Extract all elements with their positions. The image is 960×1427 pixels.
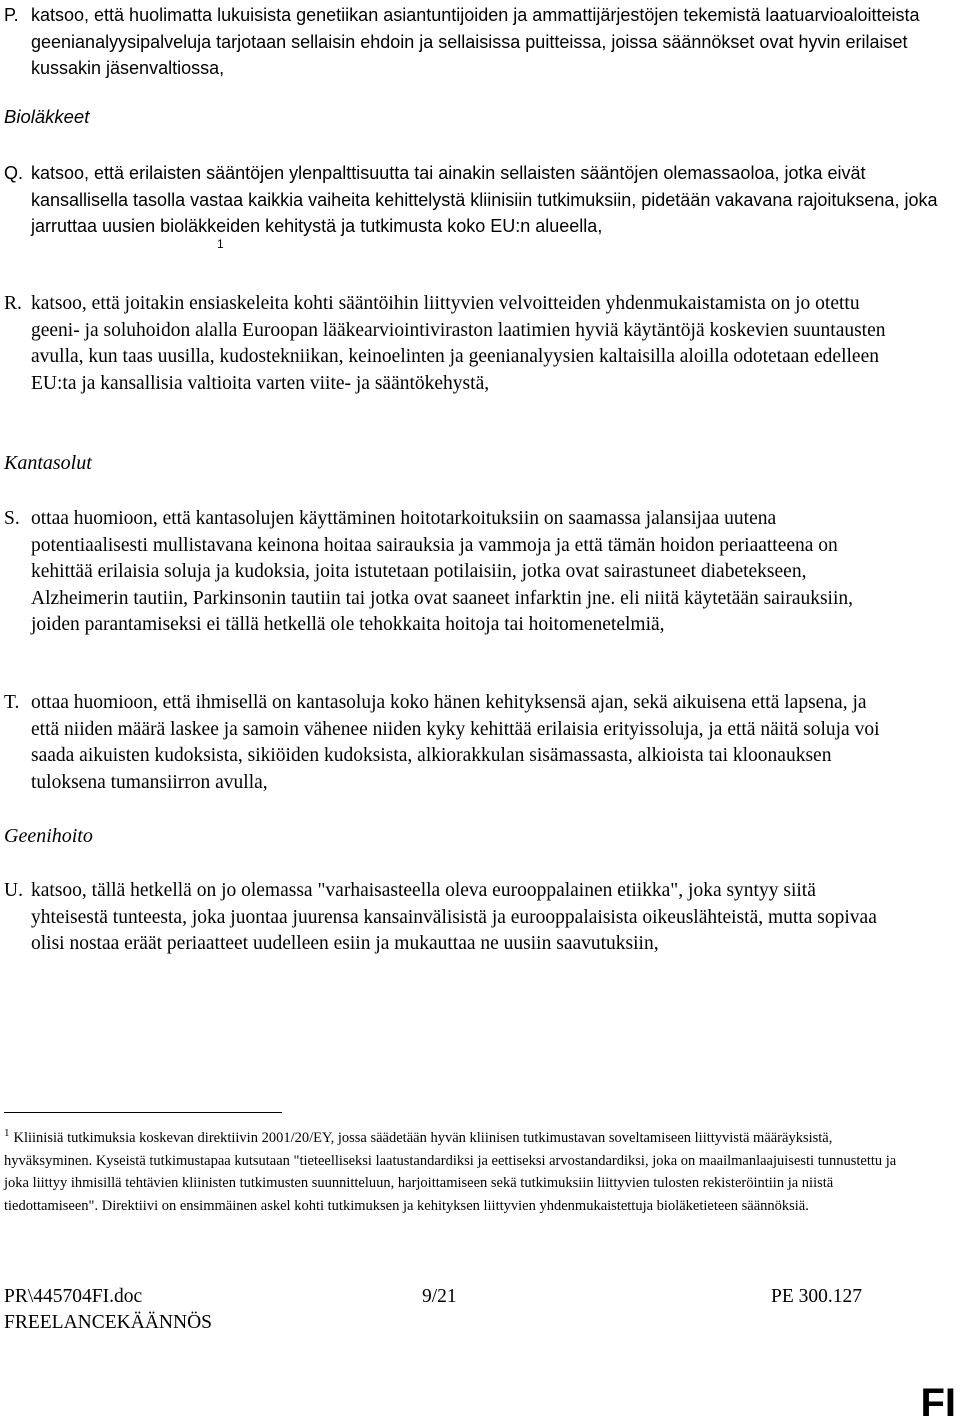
recital-text: katsoo, että huolimatta lukuisista genetiikan asiantuntijoiden ja ammattijärjestöjen tekemistä laatuarvioaloitteista geenianalyysipalveluja tarjotaan sellaisin ehdoin ja sellaisissa puitteissa, joissa säännökset ovat hyvin erilaiset kussakin jäsenvaltiossa, — [31, 5, 920, 78]
recital-p — [0, 2, 960, 82]
recital-letter: T. — [4, 692, 20, 713]
recital-text: katsoo, tällä hetkellä on jo olemassa "varhaisasteella oleva eurooppalainen etiikka", joka syntyy siitä yhteisestä tunteesta, joka juontaa juurensa kansainvälisistä ja eurooppalaisista oikeuslähteistä, mutta sopivaa olisi nostaa eräät periaatteet uudelleen esiin ja mukauttaa ne uusiin saavutuksiin, — [31, 880, 877, 954]
recital-letter: U. — [4, 880, 23, 901]
recital-text: katsoo, että joitakin ensiaskeleita kohti sääntöihin liittyvien velvoitteiden yhdenmukaistamista on jo otettu geeni- ja soluhoidon alalla Euroopan lääkearviointiviraston laatimien hyviä käytäntöjä koskevien suuntausten avulla, kun taas uusilla, kudostekniikan, keinoelinten ja geenianalyysien kaltaisilla aloilla odotetaan edelleen EU:ta ja kansallisia valtioita varten viite- ja sääntökehystä, — [31, 293, 886, 394]
recital-letter: R. — [4, 293, 22, 314]
footnote-text: Kliinisiä tutkimuksia koskevan direktiivin 2001/20/EY, jossa säädetään hyvän kliinisen tutkimustavan soveltamiseen liittyvistä määräyksistä, hyväksyminen. Kyseistä tutkimustapaa kutsutaan "tieteelliseksi laatustandardiksi ja eettiseksi arvostandardiksi, joka on maailmanlaajuisesti tunnustettu ja joka liittyy ihmisillä tehtävien kliinisten tutkimusten suunnitteluun, harjoittamiseen sekä tutkimuksiin liittyvien tulosten rekisteröintiin ja niistä tiedottamiseen". Direktiivi on ensimmäinen askel kohti tutkimuksen ja kehityksen liittyvien yhdenmukaistettuja bioläketieteen säännöksiä. — [4, 1130, 897, 1214]
recital-r — [0, 291, 960, 397]
footnote-separator — [4, 1112, 282, 1113]
recital-text: katsoo, että erilaisten sääntöjen ylenpalttisuutta tai ainakin sellaisten sääntöjen olemassaoloa, jotka eivät kansallisella tasolla vastaa kaikkia vaiheita kehittelystä kliinisiin tutkimuksiin, pidetään vakavana rajoituksena, joka jarruttaa uusien bioläkkeiden kehitystä ja tutkimusta koko EU:n alueella, — [31, 163, 938, 236]
recital-t — [0, 690, 960, 796]
recital-letter: P. — [4, 5, 19, 25]
footer-pe-ref: PE 300.127 — [771, 1286, 863, 1307]
footnote — [4, 1127, 899, 1217]
section-heading-geenihoito: Geenihoito — [4, 825, 93, 847]
recital-letter: S. — [4, 508, 20, 529]
language-code: FI — [920, 1381, 956, 1425]
footnote-number: 1 — [4, 1127, 10, 1140]
footer-doc-ref: PR\445704FI.doc — [4, 1286, 143, 1307]
recital-q — [0, 160, 960, 240]
footer-translation-note: FREELANCEKÄÄNNÖS — [4, 1312, 213, 1333]
footnote-reference: 1 — [217, 237, 224, 251]
footer-page-number: 9/21 — [422, 1286, 457, 1307]
section-heading-biolaakkeet: Bioläkkeet — [4, 106, 90, 127]
section-heading-kantasolut: Kantasolut — [4, 452, 92, 474]
recital-u — [0, 878, 960, 958]
recital-text: ottaa huomioon, että kantasolujen käyttäminen hoitotarkoituksiin on saamassa jalansijaa uutena potentiaalisesti mullistavana keinona hoitaa sairauksia ja vammoja ja että tämän hoidon periaatteena on kehittää erilaisia soluja ja kudoksia, joita istutetaan potilaisiin, jotka ovat sairastuneet diabetekseen, Alzheimerin tautiin, Parkinsonin tautiin tai jotka ovat saaneet infarktin jne. eli niitä käytetään sairauksiin, joiden parantamiseksi ei tällä hetkellä ole tehokkaita hoitoja tai hoitomenetelmiä, — [31, 508, 854, 635]
recital-text: ottaa huomioon, että ihmisellä on kantasoluja koko hänen kehityksensä ajan, sekä aikuisena että lapsena, ja että niiden määrä laskee ja samoin vähenee niiden kyky kehittää erilaisia erityissoluja, ja että näitä soluja voi saada aikuisten kudoksista, sikiöiden kudoksista, alkiorakkulan sisämassasta, alkioista tai kloonauksen tuloksena tumansiirron avulla, — [31, 692, 880, 793]
recital-letter: Q. — [4, 163, 24, 183]
recital-s — [0, 506, 960, 639]
